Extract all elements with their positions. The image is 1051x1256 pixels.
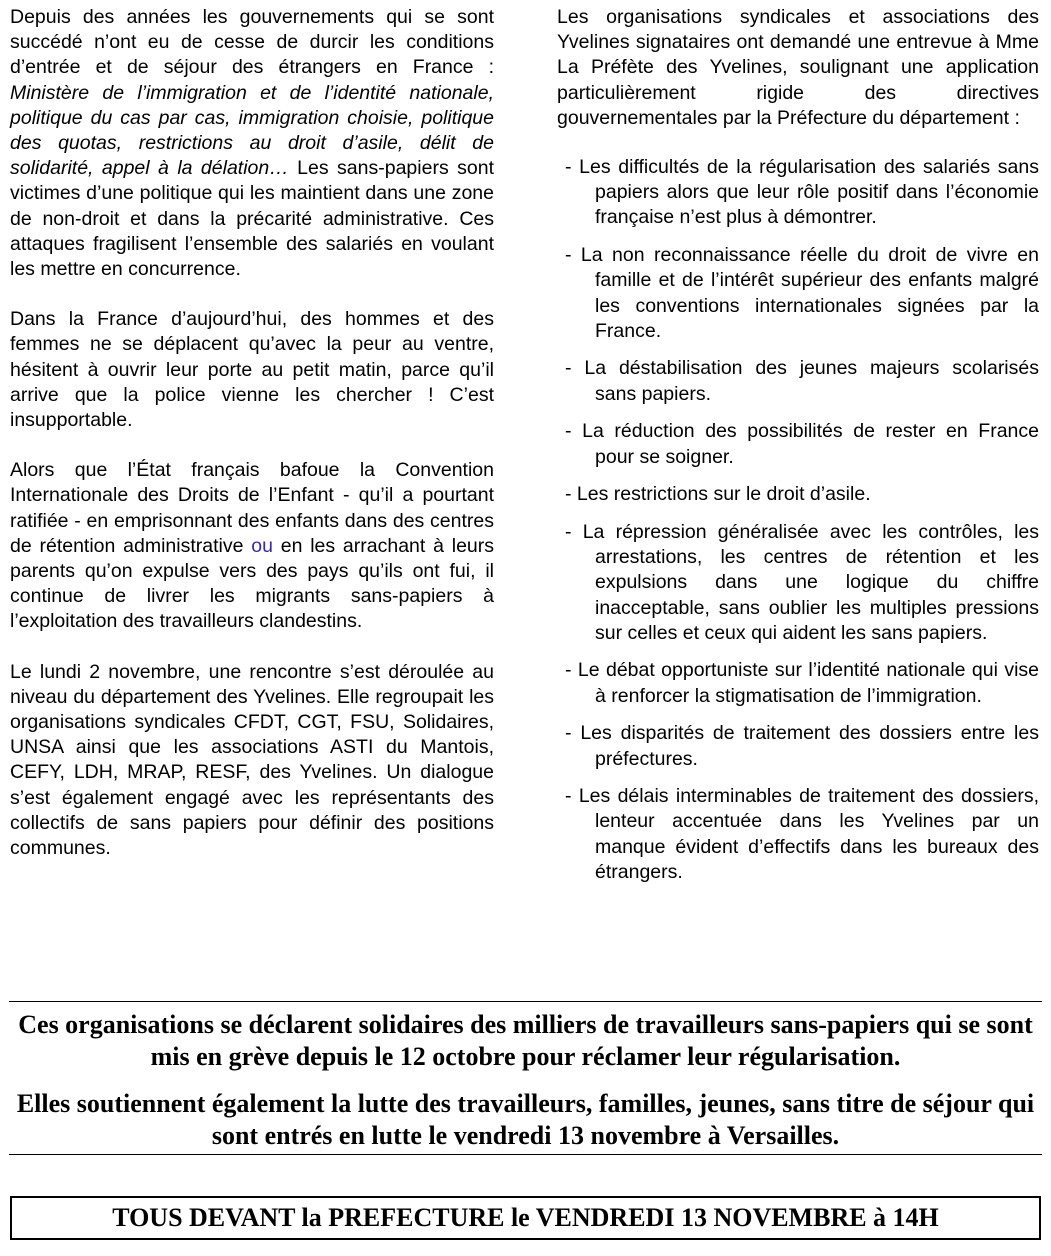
support-statement: Elles soutiennent également la lutte des travailleurs, familles, jeunes, sans titre de séjour qui sont entrés en lutte le vendredi 13 novembre à Versailles. <box>16 1089 1035 1150</box>
paragraph-policy-context <box>10 5 494 282</box>
list-item: - Les restrictions sur le droit d’asile. <box>565 483 871 506</box>
solidarity-statement: Ces organisations se déclarent solidaires des milliers de travailleurs sans-papiers qui se sont mis en grève depuis le 12 octobre pour réclamer leur régularisation. <box>18 1010 1033 1071</box>
divider-top <box>9 1001 1042 1002</box>
policy-consequence-text: Les sans-papiers sont victimes d’une politique qui les maintient dans une zone de non-droit et dans la précarité administrative. Ces attaques fragilisent l’ensemble des salariés en voulant les mettre en concurrence. <box>10 157 494 281</box>
divider-bottom <box>9 1154 1042 1155</box>
paragraph-prefecture-request: Les organisations syndicales et associations des Yvelines signataires ont demandé une entrevue à Mme La Préfète des Yvelines, soulignant une application particulièrement rigide des directives gouvernementales par la Préfecture du département : <box>557 6 1039 129</box>
left-column <box>10 5 494 861</box>
highlighted-word-link[interactable]: ou <box>251 534 273 557</box>
list-item: - Le débat opportuniste sur l’identité nationale qui vise à renforcer la stigmatisation de l’immigration. <box>565 659 1039 707</box>
policy-intro-text: Depuis des années les gouvernements qui se sont succédé n’ont eu de cesse de durcir les conditions d’entrée et de séjour des étrangers en France : <box>10 6 494 79</box>
paragraph-fear: Dans la France d’aujourd’hui, des hommes et des femmes ne se déplacent qu’avec la peur au ventre, hésitent à ouvrir leur porte au petit matin, parce qu’il arrive que la police vienne les chercher ! C’est insupportable. <box>10 308 494 432</box>
grievance-list <box>557 155 1039 885</box>
list-item: - La répression généralisée avec les contrôles, les arrestations, les centres de rétention et les expulsions dans une logique du chiffre inacceptable, sans oublier les multiples pressions sur celles et ceux qui aident les sans papiers. <box>565 520 1039 644</box>
right-column <box>557 5 1039 898</box>
call-to-action-banner <box>10 1196 1041 1240</box>
paragraph-children-rights <box>10 458 494 634</box>
list-item: - Les difficultés de la régularisation des salariés sans papiers alors que leur rôle positif dans l’économie française n’est plus à démontrer. <box>565 156 1039 229</box>
policy-list-italic: Ministère de l’immigration et de l’identité nationale, politique du cas par cas, immigration choisie, politique des quotas, restrictions au droit d’asile, délit de solidarité, appel à la délation… <box>10 81 494 180</box>
paragraph-meeting: Le lundi 2 novembre, une rencontre s’est déroulée au niveau du département des Yvelines. Elle regroupait les organisations syndicales CFDT, CGT, FSU, Solidaires, UNSA ainsi que les associations ASTI du Mantois, CEFY, LDH, MRAP, RESF, des Yvelines. Un dialogue s’est également engagé avec les représentants des collectifs de sans papiers pour définir des positions communes. <box>10 660 494 860</box>
list-item: - Les délais interminables de traitement des dossiers, lenteur accentuée dans les Yvelines par un manque évident d’effectifs dans les bureaux des étrangers. <box>565 785 1039 883</box>
children-rights-text-start: Alors que l’État français bafoue la Convention Internationale des Droits de l’Enfant - qu’il a pourtant ratifiée - en emprisonnant des enfants dans des centres de rétention administrative <box>10 459 494 557</box>
list-item: - La réduction des possibilités de rester en France pour se soigner. <box>565 420 1039 468</box>
list-item: - La déstabilisation des jeunes majeurs scolarisés sans papiers. <box>565 357 1039 405</box>
children-rights-text-end: en les arrachant à leurs parents qu’on expulse vers des pays qu’ils ont fui, il continue de livrer les migrants sans-papiers à l’exploitation des travailleurs clandestins. <box>10 534 495 633</box>
call-to-action-text: TOUS DEVANT la PREFECTURE le VENDREDI 13 NOVEMBRE à 14H <box>112 1203 939 1232</box>
list-item: - Les disparités de traitement des dossiers entre les préfectures. <box>565 722 1039 770</box>
list-item: - La non reconnaissance réelle du droit de vivre en famille et de l’intérêt supérieur des enfants malgré les conventions internationales signées par la France. <box>565 244 1039 342</box>
